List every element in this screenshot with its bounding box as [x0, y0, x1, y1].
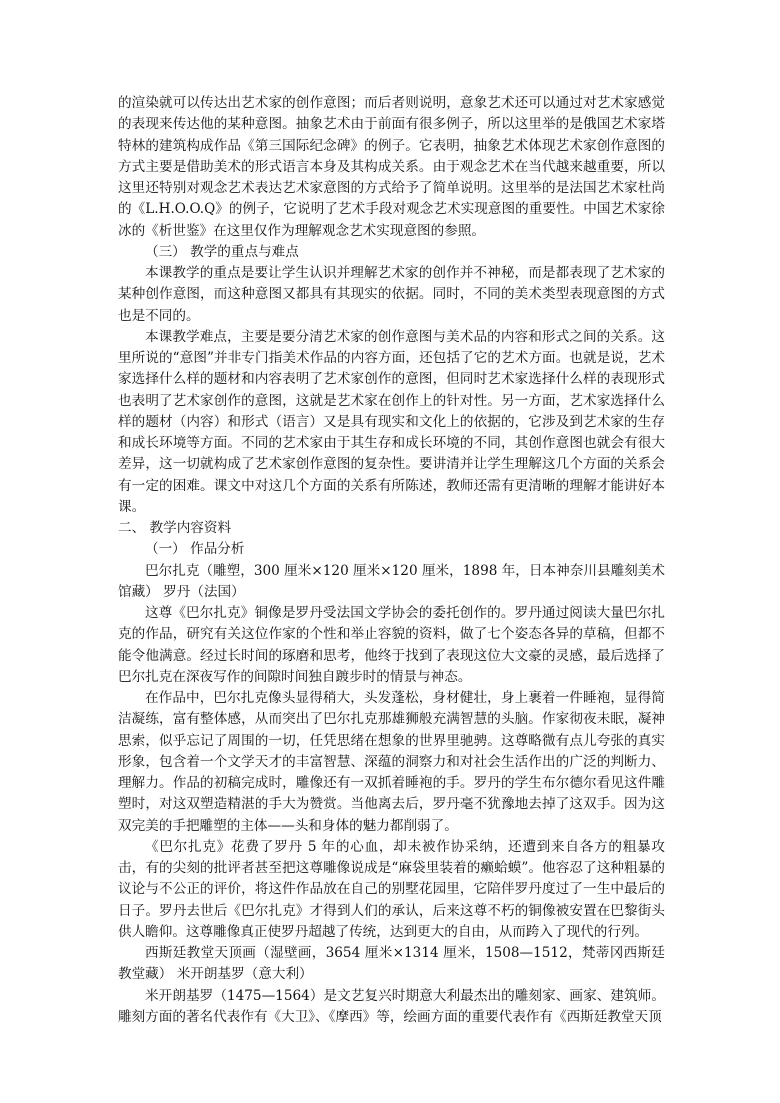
- body-paragraph: 《巴尔扎克》花费了罗丹 5 年的心血，却未被作协采纳，还遭到来自各方的粗暴攻击，有的尖刻的批评者甚至把这尊雕像说成是“麻袋里装着的癞蛤蟆”。他容忍了这种粗暴的议论与不公正的评价，将这件作品放在自己的别墅花园里，它陪伴罗丹度过了一生中最后的日子。罗丹去世后《巴尔扎克》才得到人们的承认，后来这尊不朽的铜像被安置在巴黎街头供人瞻仰。这尊雕像真正使罗丹超越了传统，达到更大的自由，从而跨入了现代的行列。: [118, 838, 665, 940]
- body-paragraph: 西斯廷教堂天顶画（湿壁画，3654 厘米×1314 厘米，1508—1512，梵蒂冈西斯廷教堂藏） 米开朗基罗（意大利）: [118, 945, 665, 983]
- subsection-heading: （三） 教学的重点与难点: [145, 243, 299, 260]
- body-paragraph: 的渲染就可以传达出艺术家的创作意图；而后者则说明，意象艺术还可以通过对艺术家感觉的表现来传达他的某种意图。抽象艺术由于前面有很多例子，所以这里举的是俄国艺术家塔特林的建筑构成作品《第三国际纪念碑》的例子。它表明，抽象艺术体现艺术家创作意图的方式主要是借助美术的形式语言本身及其构成关系。由于观念艺术在当代越来越重要，所以这里还特别对观念艺术表达艺术家意图的方式给予了简单说明。这里举的是法国艺术家杜尚的《L.H.O.O.Q》的例子，它说明了艺术手段对观念艺术实现意图的重要性。中国艺术家徐冰的《析世鉴》在这里仅作为理解观念艺术实现意图的参照。: [118, 95, 665, 239]
- body-paragraph: 本课教学的重点是要让学生认识并理解艺术家的创作并不神秘，而是都表现了艺术家的某种创作意图，而这种意图又都具有其现实的依据。同时，不同的美术类型表现意图的方式也是不同的。: [118, 265, 665, 324]
- body-paragraph: 在作品中，巴尔扎克像头显得稍大，头发蓬松，身材健壮，身上裹着一件睡袍，显得简洁凝练，富有整体感，从而突出了巴尔扎克那雄狮般充满智慧的头脑。作家彻夜未眠，凝神思索，似乎忘记了周围的一切，任凭思绪在想象的世界里驰骋。这尊略微有点儿夸张的真实形象，包含着一个文学天才的丰富智慧、深蕴的洞察力和对社会生活作出的广泛的判断力、理解力。作品的初稿完成时，雕像还有一双抓着睡袍的手。罗丹的学生布尔德尔看见这件雕塑时，对这双塑造精湛的手大为赞赏。当他离去后，罗丹毫不犹豫地去掉了这双手。因为这双完美的手把雕塑的主体——头和身体的魅力都削弱了。: [118, 690, 665, 834]
- body-paragraph: 本课教学难点，主要是要分清艺术家的创作意图与美术品的内容和形式之间的关系。这里所说的“意图”并非专门指美术作品的内容方面，还包括了它的艺术方面。也就是说，艺术家选择什么样的题材和内容表明了艺术家创作的意图，但同时艺术家选择什么样的表现形式也表明了艺术家创作的意图，这就是艺术家在创作上的针对性。另一方面，艺术家选择什么样的题材（内容）和形式（语言）又是具有现实和文化上的依据的，它涉及到艺术家的生存和成长环境等方面。不同的艺术家由于其生存和成长环境的不同，其创作意图也就会有很大差异，这一切就构成了艺术家创作意图的复杂性。要讲清并让学生理解这几个方面的关系会有一定的困难。课文中对这几个方面的关系有所陈述，教师还需有更清晰的理解才能讲好本课。: [118, 328, 665, 515]
- subsection-heading: （一） 作品分析: [145, 541, 245, 558]
- section-heading: 二、 教学内容资料: [118, 520, 232, 536]
- body-paragraph: 米开朗基罗（1475—1564）是文艺复兴时期意大利最杰出的雕刻家、画家、建筑师。雕刻方面的著名代表作有《大卫》、《摩西》等，绘画方面的重要代表作有《西斯廷教堂天顶: [118, 987, 665, 1025]
- body-paragraph: 巴尔扎克（雕塑，300 厘米×120 厘米×120 厘米，1898 年，日本神奈川县雕刻美术馆藏） 罗丹（法国）: [118, 562, 665, 600]
- document-page: [118, 93, 665, 1028]
- body-paragraph: 这尊《巴尔扎克》铜像是罗丹受法国文学协会的委托创作的。罗丹通过阅读大量巴尔扎克的作品，研究有关这位作家的个性和举止容貌的资料，做了七个姿态各异的草稿，但都不能令他满意。经过长时间的琢磨和思考，他终于找到了表现这位大文豪的灵感，最后选择了巴尔扎克在深夜写作的间隙时间独自踱步时的情景与神态。: [118, 605, 665, 685]
